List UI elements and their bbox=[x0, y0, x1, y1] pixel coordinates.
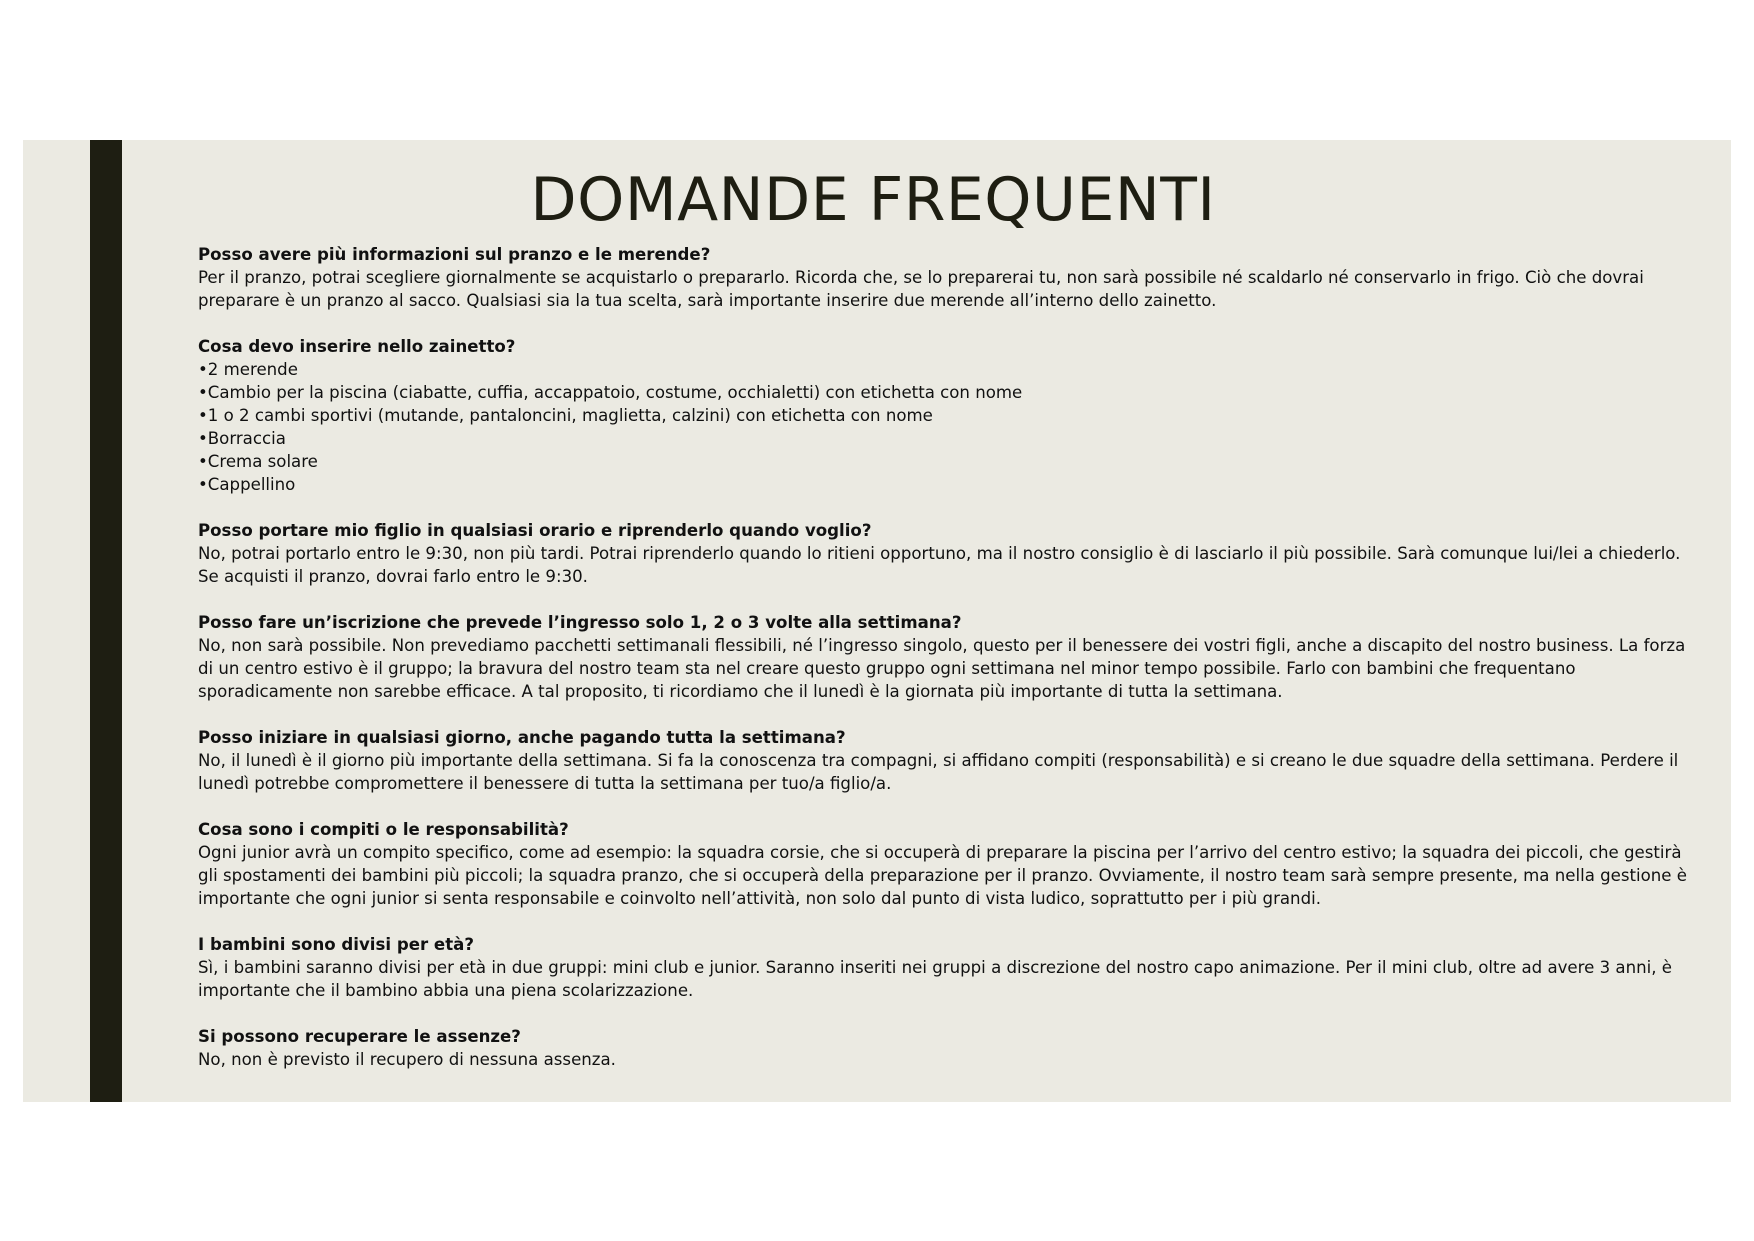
faq-item-backpack bbox=[198, 335, 1688, 496]
page-title: DOMANDE FREQUENTI bbox=[530, 165, 1216, 235]
list-item: •Crema solare bbox=[198, 452, 318, 471]
faq-question: Posso iniziare in qualsiasi giorno, anche pagando tutta la settimana? bbox=[198, 728, 846, 747]
list-item: •Borraccia bbox=[198, 429, 286, 448]
faq-item-schedule bbox=[198, 519, 1688, 588]
faq-answer: Per il pranzo, potrai scegliere giornalmente se acquistarlo o prepararlo. Ricorda che, se lo preparerai tu, non sarà possibile né scaldarlo né conservarlo in frigo. Ciò che dovrai preparare è un pranzo al sacco. Qualsiasi sia la tua scelta, sarà importante inserire due merende all’interno dello zainetto. bbox=[198, 268, 1644, 310]
list-item: •2 merende bbox=[198, 360, 298, 379]
accent-bar bbox=[90, 140, 122, 1102]
faq-answer: No, non sarà possibile. Non prevediamo pacchetti settimanali flessibili, né l’ingresso singolo, questo per il benessere dei vostri figli, anche a discapito del nostro business. La forza di un centro estivo è il gruppo; la bravura del nostro team sta nel creare questo gruppo ogni settimana nel minor tempo possibile. Farlo con bambini che frequentano sporadicamente non sarebbe efficace. A tal proposito, ti ricordiamo che il lunedì è la giornata più importante di tutta la settimana. bbox=[198, 636, 1686, 701]
faq-question: Posso fare un’iscrizione che prevede l’ingresso solo 1, 2 o 3 volte alla settimana? bbox=[198, 613, 962, 632]
faq-item-responsibilities bbox=[198, 818, 1688, 910]
faq-answer: No, potrai portarlo entro le 9:30, non più tardi. Potrai riprenderlo quando lo ritieni opportuno, ma il nostro consiglio è di lasciarlo il più possibile. Sarà comunque lui/lei a chiederlo. Se acquisti il pranzo, dovrai farlo entro le 9:30. bbox=[198, 544, 1681, 586]
slide bbox=[23, 140, 1731, 1102]
list-item: •1 o 2 cambi sportivi (mutande, pantaloncini, maglietta, calzini) con etichetta con nome bbox=[198, 406, 933, 425]
faq-list bbox=[198, 243, 1688, 1094]
list-item: •Cappellino bbox=[198, 475, 296, 494]
faq-question: Posso avere più informazioni sul pranzo e le merende? bbox=[198, 245, 711, 264]
faq-answer: No, il lunedì è il giorno più importante della settimana. Si fa la conoscenza tra compagni, si affidano compiti (responsabilità) e si creano le due squadre della settimana. Perdere il lunedì potrebbe compromettere il benessere di tutta la settimana per tuo/a figlio/a. bbox=[198, 751, 1679, 793]
faq-item-enrollment bbox=[198, 611, 1688, 703]
faq-item-age-groups bbox=[198, 933, 1688, 1002]
faq-item-start-day bbox=[198, 726, 1688, 795]
faq-item-lunch bbox=[198, 243, 1688, 312]
list-item: •Cambio per la piscina (ciabatte, cuffia, accappatoio, costume, occhialetti) con etichetta con nome bbox=[198, 383, 1023, 402]
faq-question: Cosa sono i compiti o le responsabilità? bbox=[198, 820, 569, 839]
faq-item-absences bbox=[198, 1025, 1688, 1071]
faq-question: Posso portare mio figlio in qualsiasi orario e riprenderlo quando voglio? bbox=[198, 521, 872, 540]
faq-answer: Sì, i bambini saranno divisi per età in due gruppi: mini club e junior. Saranno inseriti nei gruppi a discrezione del nostro capo animazione. Per il mini club, oltre ad avere 3 anni, è importante che il bambino abbia una piena scolarizzazione. bbox=[198, 958, 1672, 1000]
faq-answer: No, non è previsto il recupero di nessuna assenza. bbox=[198, 1050, 616, 1069]
faq-question: Cosa devo inserire nello zainetto? bbox=[198, 337, 516, 356]
backpack-list bbox=[198, 358, 1688, 496]
faq-question: Si possono recuperare le assenze? bbox=[198, 1027, 521, 1046]
faq-answer: Ogni junior avrà un compito specifico, come ad esempio: la squadra corsie, che si occuperà di preparare la piscina per l’arrivo del centro estivo; la squadra dei piccoli, che gestirà gli spostamenti dei bambini più piccoli; la squadra pranzo, che si occuperà della preparazione per il pranzo. Ovviamente, il nostro team sarà sempre presente, ma nella gestione è importante che ogni junior si senta responsabile e coinvolto nell’attività, non solo dal punto di vista ludico, soprattutto per i più grandi. bbox=[198, 843, 1688, 908]
faq-question: I bambini sono divisi per età? bbox=[198, 935, 474, 954]
